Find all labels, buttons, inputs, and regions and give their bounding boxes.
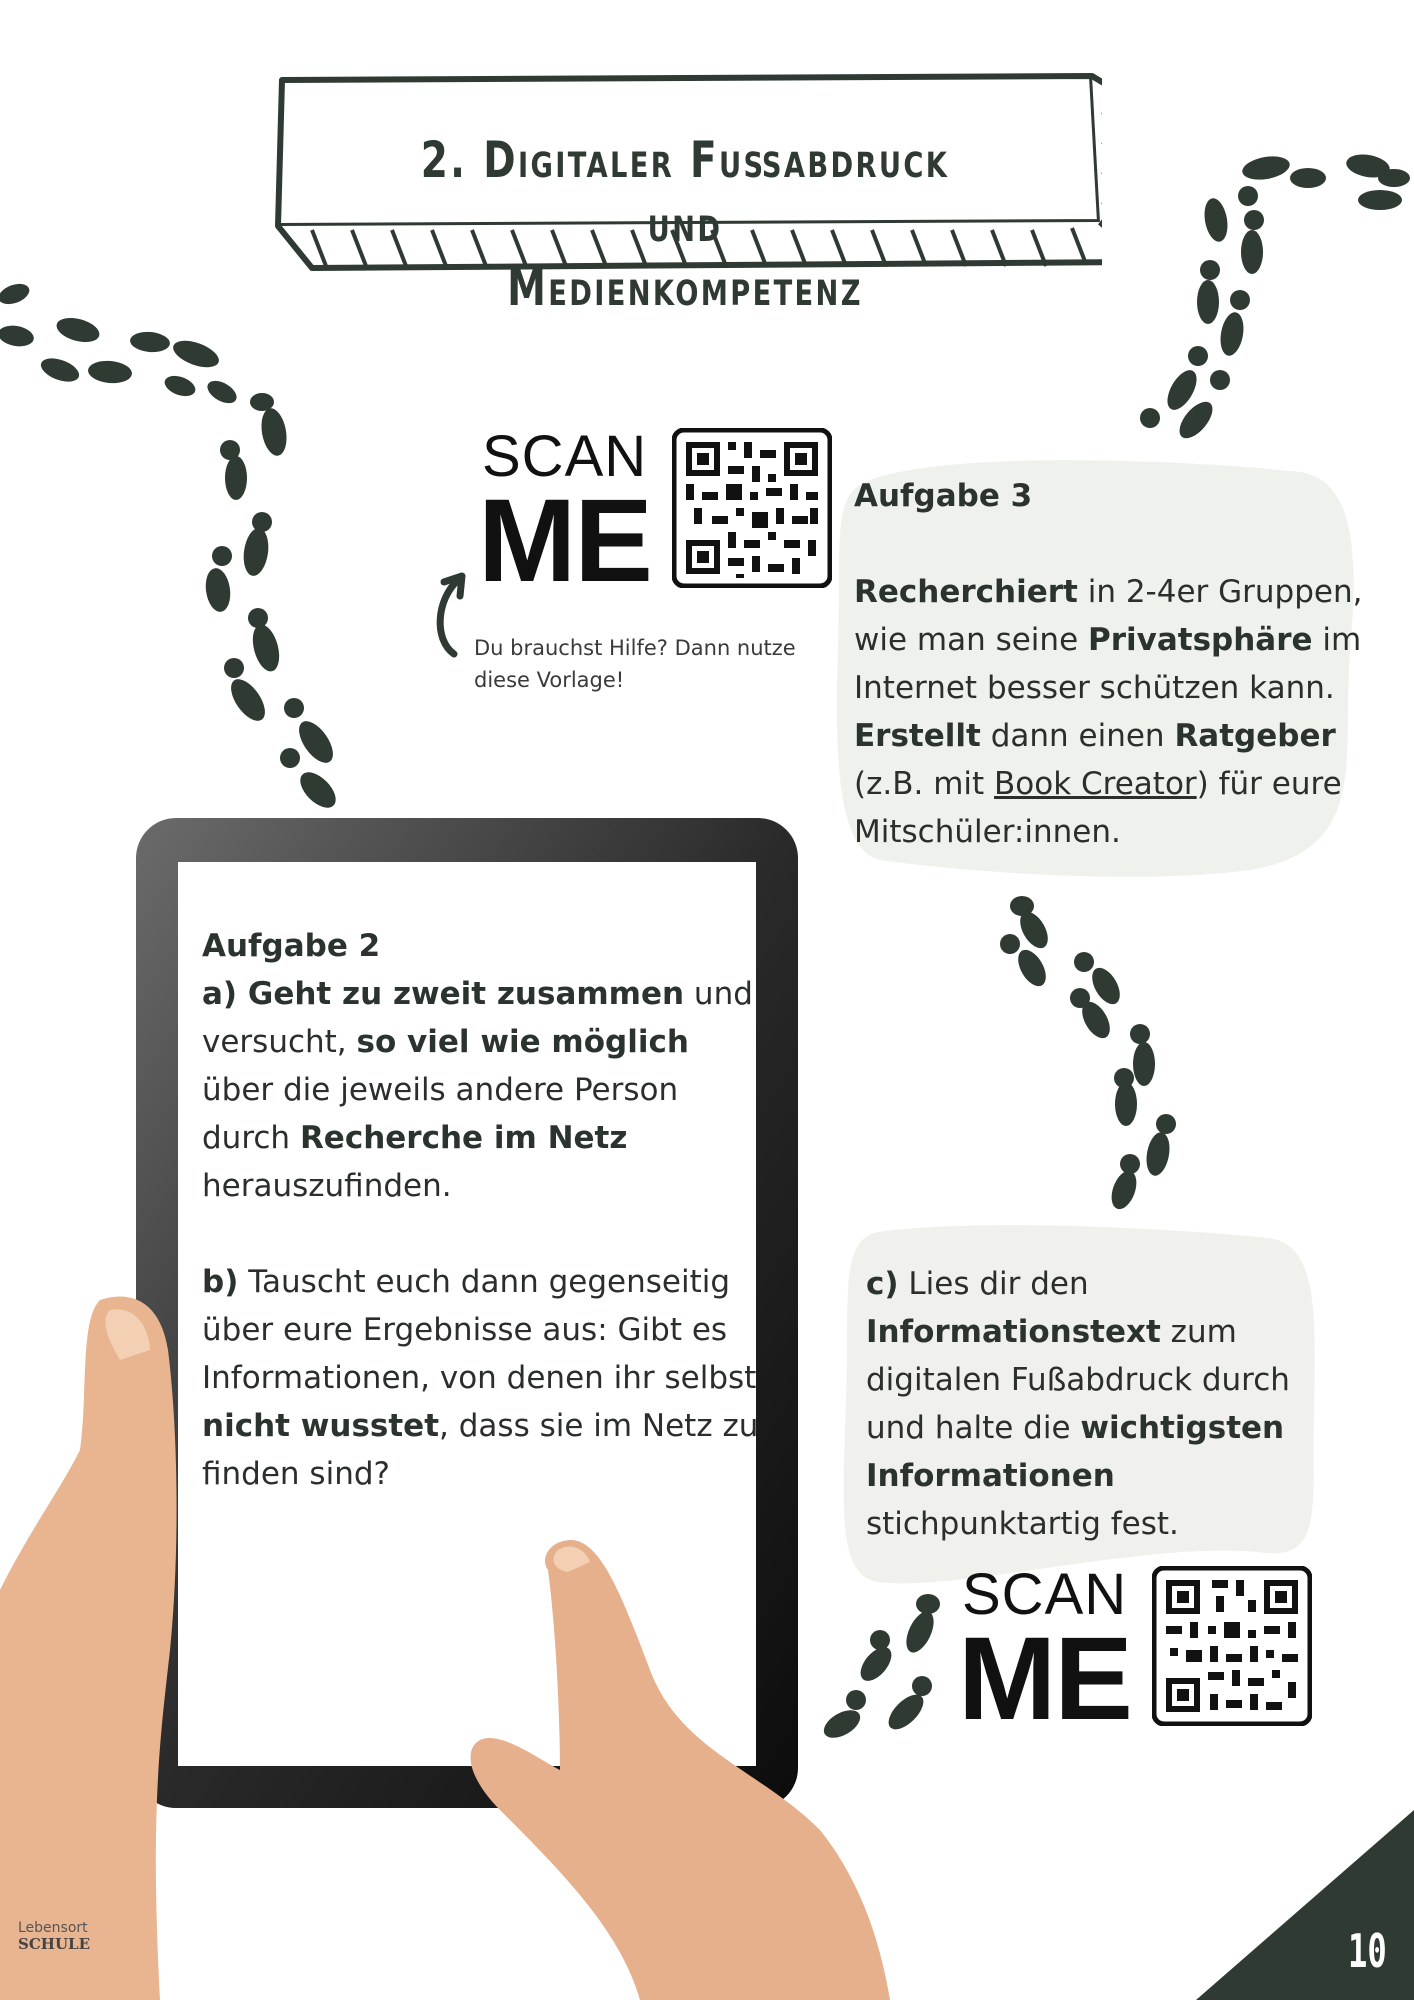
qr-code-2[interactable]	[1152, 1566, 1312, 1726]
scan-me-label-2-me: ME	[958, 1613, 1131, 1745]
scan-me-label-2-scan: SCAN	[962, 1562, 1128, 1627]
task-3-text	[854, 472, 1374, 856]
logo-line-2: SCHULE	[18, 1935, 91, 1953]
task-3-body: Recherchiert in 2-4er Gruppen, wie man seine Privatsphäre im Internet besser schützen kann. Erstellt dann einen Ratgeber (z.B. mit Book Creator) für eure Mitschüler:innen.	[854, 574, 1363, 850]
task-c-text: c) Lies dir den Informationstext zum digitalen Fußabdruck durch und halte die wichtigsten Informationen stichpunktartig fest.	[866, 1266, 1290, 1542]
scan-me-label-1-me: ME	[478, 475, 651, 607]
help-hint-text: Du brauchst Hilfe? Dann nutze diese Vorlage!	[474, 636, 796, 692]
task-2-heading: Aufgabe 2	[202, 928, 381, 964]
page-title	[400, 128, 969, 320]
task-2-text	[202, 922, 762, 1498]
task-3-heading: Aufgabe 3	[854, 478, 1033, 514]
task-2b: b) Tauscht euch dann gegenseitig über eure Ergebnisse aus: Gibt es Informationen, von denen ihr selbst nicht wusstet, dass sie im Netz zu finden sind?	[202, 1264, 759, 1492]
qr-code-1[interactable]	[672, 428, 832, 588]
task-2a: a) Geht zu zweit zusammen und versucht, so viel wie möglich über die jeweils andere Person durch Recherche im Netz herauszufinden.	[202, 976, 753, 1204]
page-title-line-1: 2. Digitaler Fußabdruck und	[420, 131, 950, 253]
logo-line-1: Lebensort	[18, 1920, 88, 1936]
scan-me-label-1-scan: SCAN	[482, 424, 648, 489]
lebensort-schule-logo	[18, 1920, 108, 1952]
page-title-line-2: Medienkompetenz	[507, 259, 863, 317]
book-creator-link[interactable]: Book Creator	[994, 766, 1197, 802]
page-number: 10	[1348, 1924, 1387, 1978]
